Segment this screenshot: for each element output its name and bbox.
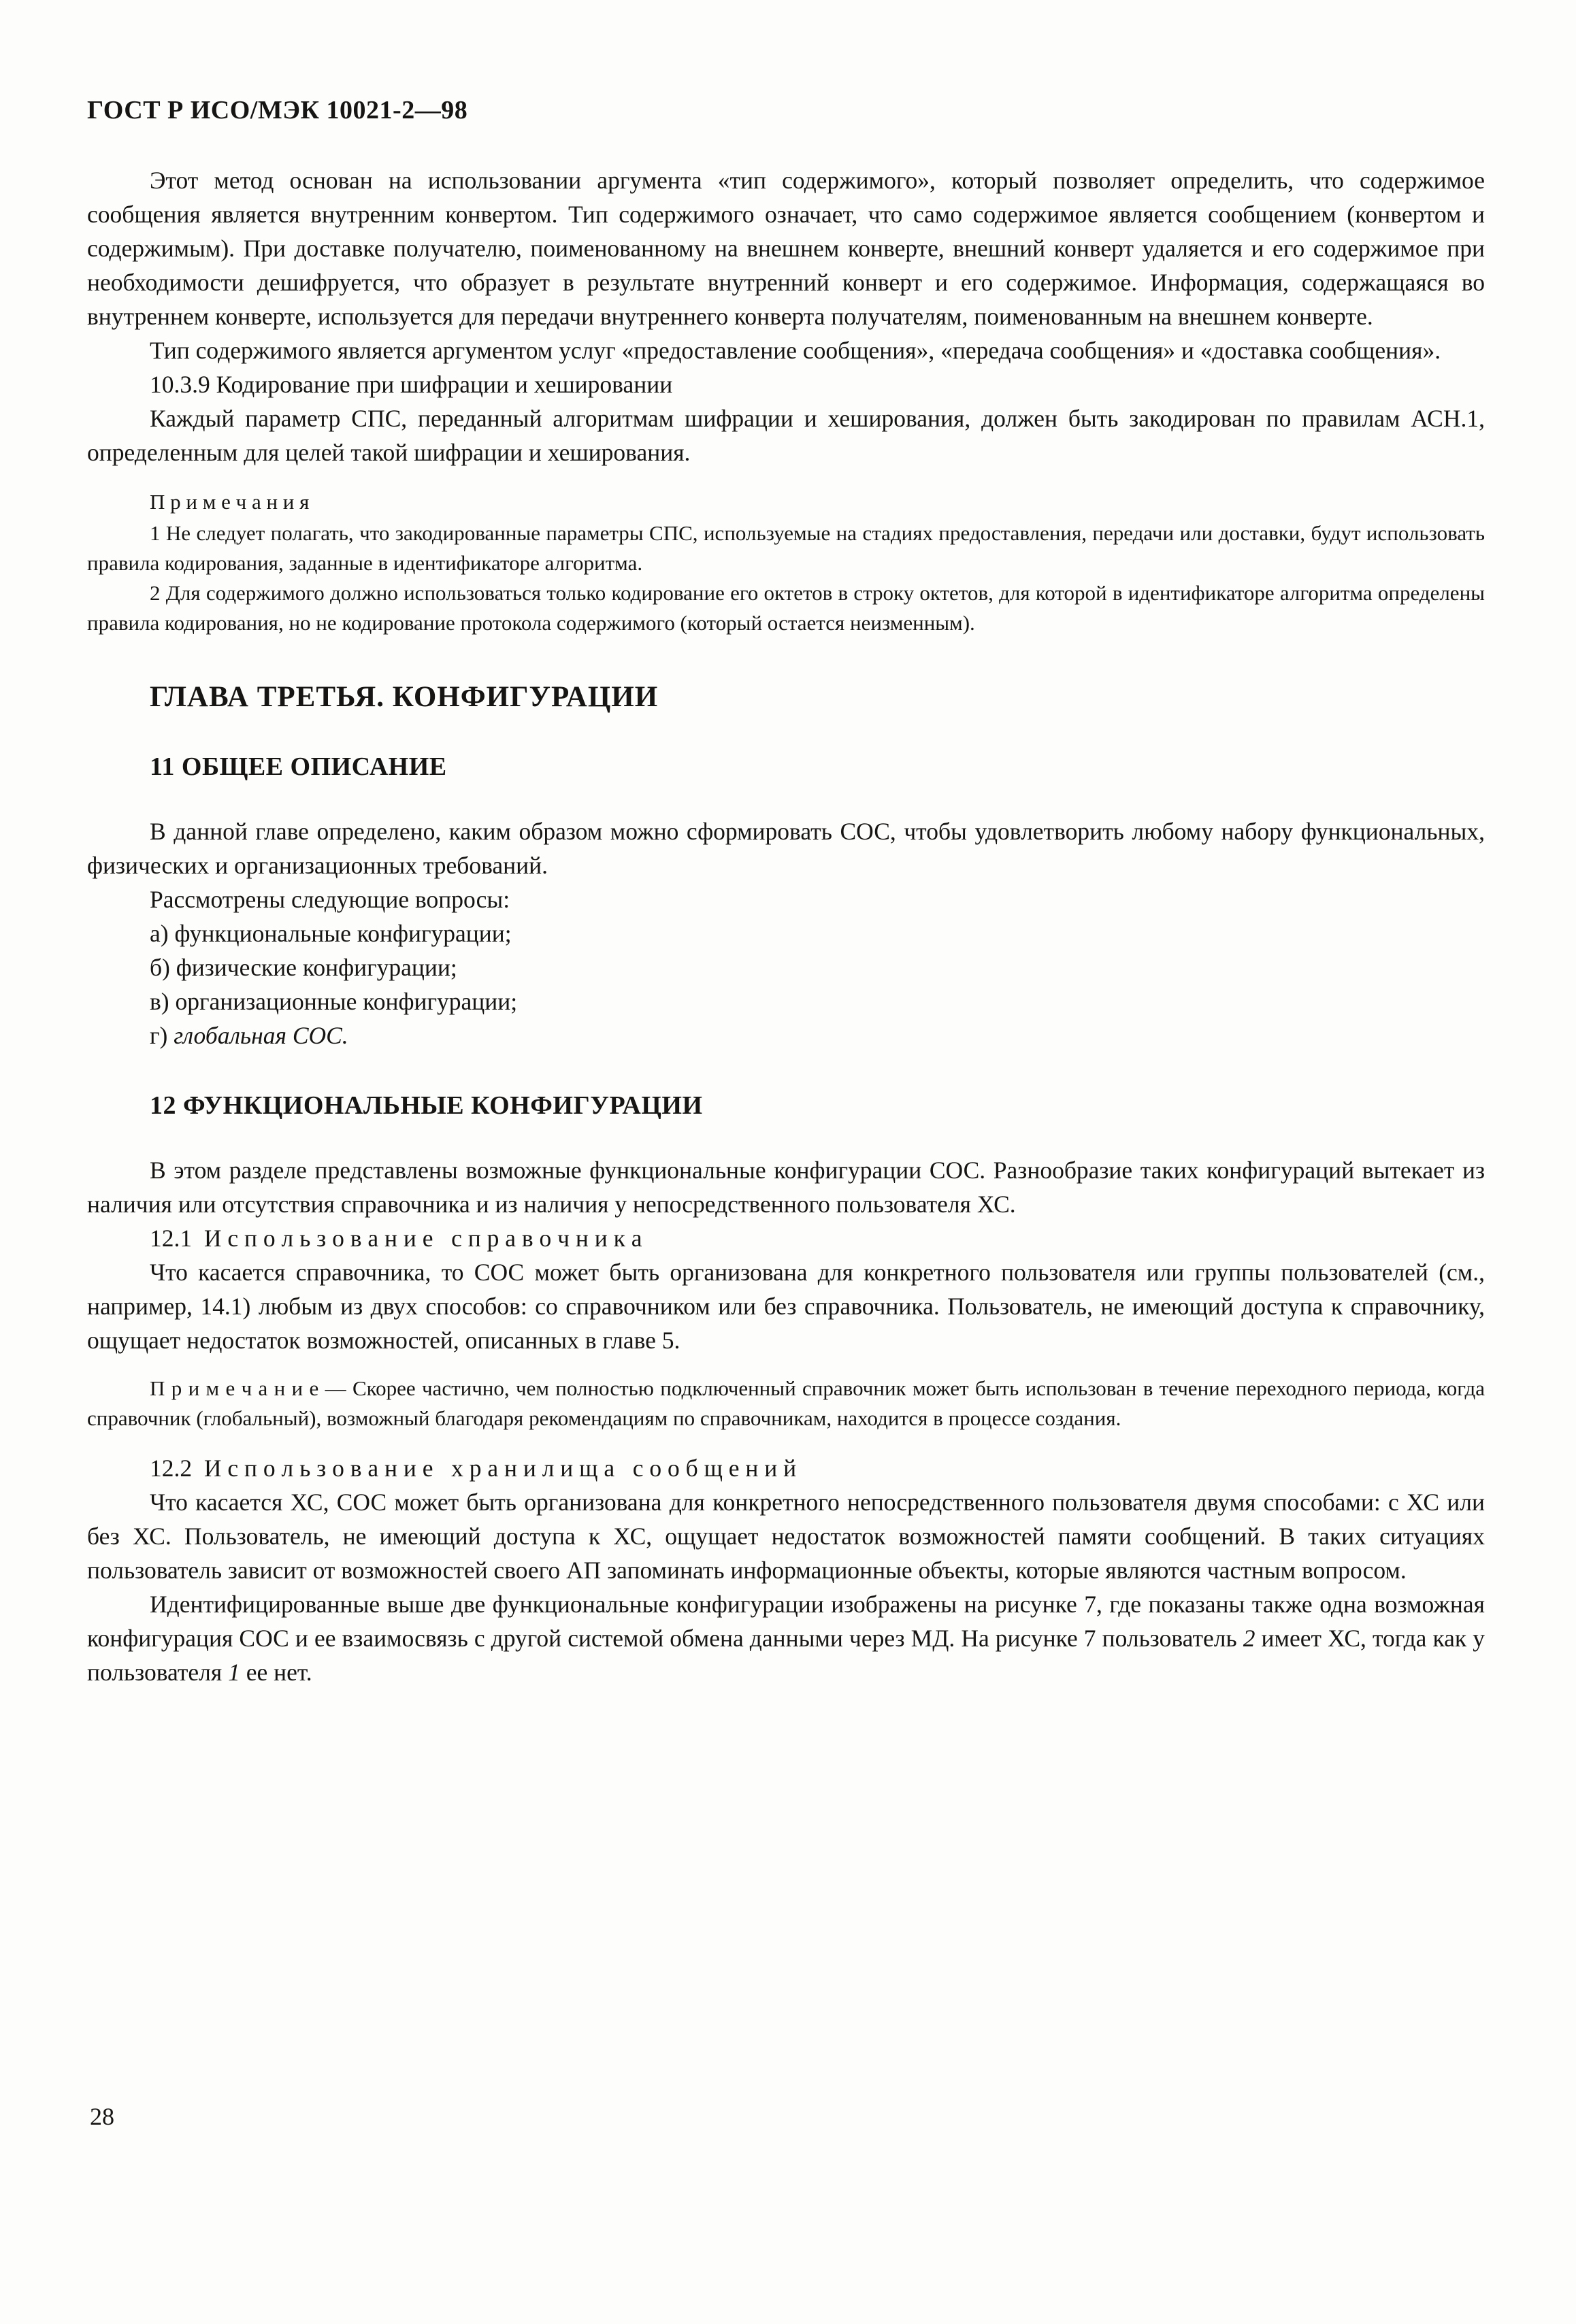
list-item-g	[87, 1018, 1485, 1052]
note-item-1: 1 Не следует полагать, что закодированные параметры СПС, используемые на стадиях предоставления, передачи или доставки, будут использовать правила кодирования, заданные в идентификаторе алгоритма.	[87, 521, 1485, 575]
paragraph-figure-7	[87, 1587, 1485, 1689]
notes-title: П р и м е ч а н и я	[150, 490, 310, 514]
list-item-g-prefix: г)	[150, 1022, 174, 1049]
figure-7-user-1: 1	[228, 1659, 240, 1686]
paragraph-questions-intro: Рассмотрены следующие вопросы:	[150, 886, 510, 913]
paragraph-directory-use: Что касается справочника, то СОС может быть организована для конкретного пользователя или группы пользователей (см., например, 14.1) любым из двух способов: со справочником или без справочника. Пользователь, не имеющий доступа к справочнику, ощущает недостаток возможностей, описанных в главе 5.	[87, 1259, 1485, 1354]
figure-7-text-2: имеет ХС, тогда как у пользователя	[87, 1625, 1485, 1686]
page-body	[87, 163, 1485, 1689]
figure-7-user-2: 2	[1243, 1625, 1255, 1652]
figure-7-text-1: Идентифицированные выше две функциональные конфигурации изображены на рисунке 7, где показаны также одна возможная конфигурация СОС и ее взаимосвязь с другой системой обмена данными через МД. На рисунке 7 пользователь	[87, 1591, 1485, 1652]
document-number: ГОСТ Р ИСО/МЭК 10021-2—98	[87, 96, 468, 124]
paragraph-method-content-type: Этот метод основан на использовании аргумента «тип содержимого», который позволяет определить, что содержимое сообщения является внутренним конвертом. Тип содержимого означает, что само содержимое является сообщением (конвертом и содержимым). При доставке получателю, поименованному на внешнем конверте, внешний конверт удаляется и его содержимое при необходимости дешифруется, что образует в результате внутренний конверт и его содержимое. Информация, содержащаяся во внутреннем конверте, используется для передачи внутреннего конверта получателям, поименованным на внешнем конверте.	[87, 167, 1485, 330]
heading-12-1: 12.1 И с п о л ь з о в а н и е с п р а в о ч н и к а	[150, 1225, 642, 1252]
note-item-2: 2 Для содержимого должно использоваться только кодирование его октетов в строку октетов, для которой в идентификаторе алгоритма определены правила кодирования, но не кодирование протокола содержимого (который остается неизменным).	[87, 581, 1485, 635]
paragraph-functional-configs: В этом разделе представлены возможные функциональные конфигурации СОС. Разнообразие таких конфигураций вытекает из наличия или отсутствия справочника и из наличия у непосредственного пользователя ХС.	[87, 1157, 1485, 1218]
paragraph-sps-encoding: Каждый параметр СПС, переданный алгоритмам шифрации и хеширования, должен быть закодирован по правилам АСН.1, определенным для целей такой шифрации и хеширования.	[87, 405, 1485, 466]
list-item-v: в) организационные конфигурации;	[150, 988, 518, 1015]
list-item-b: б) физические конфигурации;	[150, 954, 457, 981]
chapter-heading: ГЛАВА ТРЕТЬЯ. КОНФИГУРАЦИИ	[150, 681, 659, 713]
list-item-a: а) функциональные конфигурации;	[150, 920, 512, 947]
list-item-g-term: глобальная СОС.	[174, 1022, 348, 1049]
page-number: 28	[90, 2103, 114, 2130]
heading-12-2: 12.2 И с п о л ь з о в а н и е х р а н и л и щ а с о о б щ е н и й	[150, 1455, 797, 1482]
section-11-heading: 11 ОБЩЕЕ ОПИСАНИЕ	[150, 752, 447, 781]
paragraph-content-type-services: Тип содержимого является аргументом услуг «предоставление сообщения», «передача сообщения» и «доставка сообщения».	[150, 337, 1441, 364]
heading-10-3-9: 10.3.9 Кодирование при шифрации и хешировании	[150, 371, 673, 398]
paragraph-overview-intro: В данной главе определено, каким образом можно сформировать СОС, чтобы удовлетворить любому набору функциональных, физических и организационных требований.	[87, 818, 1485, 879]
figure-7-text-3: ее нет.	[240, 1659, 312, 1686]
section-12-heading: 12 ФУНКЦИОНАЛЬНЫЕ КОНФИГУРАЦИИ	[150, 1091, 703, 1120]
note-directory: П р и м е ч а н и е — Скорее частично, чем полностью подключенный справочник может быть использован в течение переходного периода, когда справочник (глобальный), возможный благодаря рекомендациям по справочникам, находится в процессе создания.	[87, 1376, 1485, 1430]
paragraph-message-store-use: Что касается ХС, СОС может быть организована для конкретного непосредственного пользователя двумя способами: с ХС или без ХС. Пользователь, не имеющий доступа к ХС, ощущает недостаток возможностей памяти сообщений. В таких ситуациях пользователь зависит от возможностей своего АП запоминать информационные объекты, которые являются частным вопросом.	[87, 1489, 1485, 1584]
